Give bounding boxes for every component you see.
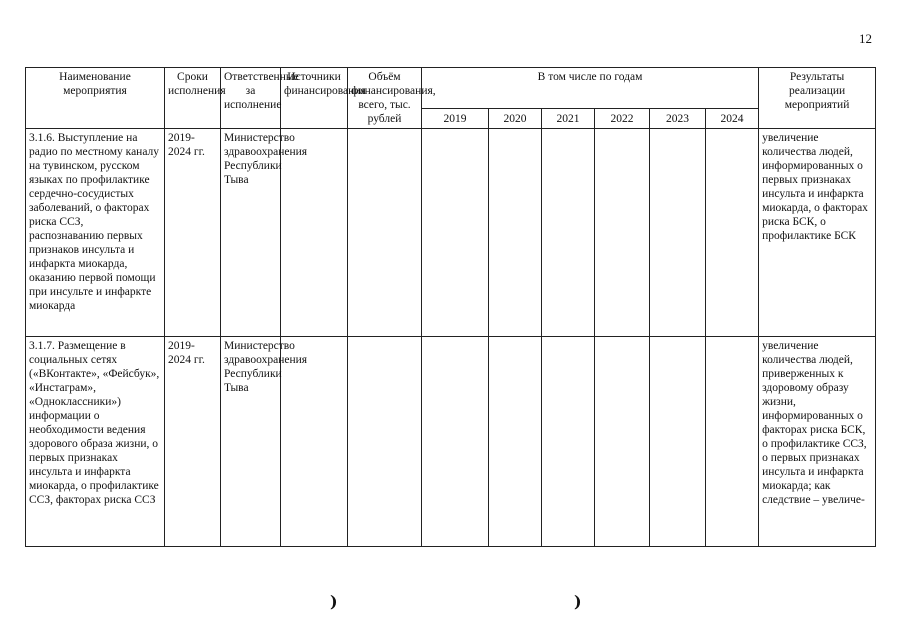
cell-results: увеличение количества людей, приверженных к здоровому образу жизни, информированных о факторах риска БСК, о профилактике ССЗ, о первых признаках инсульта и инфаркта миокарда; как следствие – увеличе- bbox=[759, 337, 876, 547]
cell-2020 bbox=[489, 337, 542, 547]
cell-responsible: Министерство здравоохранения Республики Тыва bbox=[221, 129, 281, 337]
cell-2022 bbox=[595, 129, 650, 337]
header-year-2021: 2021 bbox=[542, 109, 595, 129]
header-year-2022: 2022 bbox=[595, 109, 650, 129]
cell-results: увеличение количества людей, информированных о первых признаках инсульта и инфаркта миокарда, о факторах риска БСК, о профилактике БСК bbox=[759, 129, 876, 337]
scan-mark: ) bbox=[574, 592, 582, 611]
table-row bbox=[26, 129, 876, 337]
measures-table bbox=[25, 67, 876, 547]
cell-name: 3.1.6. Выступление на радио по местному каналу на тувинском, русском языках по профилактике сердечно-сосудистых заболеваний, о факторах риска ССЗ, распознаванию первых признаков инсульта и инфаркта миокарда, оказанию первой помощи при инсульте и инфаркте миокарда bbox=[26, 129, 165, 337]
cell-2019 bbox=[422, 337, 489, 547]
cell-2022 bbox=[595, 337, 650, 547]
cell-2020 bbox=[489, 129, 542, 337]
cell-terms: 2019-2024 гг. bbox=[165, 129, 221, 337]
cell-responsible: Министерство здравоохранения Республики Тыва bbox=[221, 337, 281, 547]
page-number: 12 bbox=[859, 31, 872, 46]
cell-sources bbox=[281, 129, 348, 337]
cell-volume bbox=[348, 129, 422, 337]
cell-2023 bbox=[650, 337, 706, 547]
cell-2023 bbox=[650, 129, 706, 337]
cell-terms: 2019-2024 гг. bbox=[165, 337, 221, 547]
header-volume: Объём финансирования, всего, тыс. рублей bbox=[348, 68, 422, 129]
header-responsible: Ответственные за исполнение bbox=[221, 68, 281, 129]
scan-mark: ) bbox=[330, 592, 338, 611]
cell-2019 bbox=[422, 129, 489, 337]
header-year-2023: 2023 bbox=[650, 109, 706, 129]
cell-volume bbox=[348, 337, 422, 547]
cell-2021 bbox=[542, 337, 595, 547]
table-row bbox=[26, 337, 876, 547]
header-name: Наименование мероприятия bbox=[26, 68, 165, 129]
header-terms: Сроки исполнения bbox=[165, 68, 221, 129]
header-year-2019: 2019 bbox=[422, 109, 489, 129]
header-year-2024: 2024 bbox=[706, 109, 759, 129]
header-year-2020: 2020 bbox=[489, 109, 542, 129]
cell-2024 bbox=[706, 129, 759, 337]
header-by-years: В том числе по годам bbox=[422, 68, 759, 109]
header-results: Результаты реализации мероприятий bbox=[759, 68, 876, 129]
cell-sources bbox=[281, 337, 348, 547]
cell-2024 bbox=[706, 337, 759, 547]
header-sources: Источники финансирования bbox=[281, 68, 348, 129]
cell-name: 3.1.7. Размещение в социальных сетях («ВКонтакте», «Фейсбук», «Инстаграм», «Одноклассники») информации о необходимости ведения здорового образа жизни, о первых признаках инсульта и инфаркта миокарда, о профилактике ССЗ, факторах риска ССЗ bbox=[26, 337, 165, 547]
cell-2021 bbox=[542, 129, 595, 337]
